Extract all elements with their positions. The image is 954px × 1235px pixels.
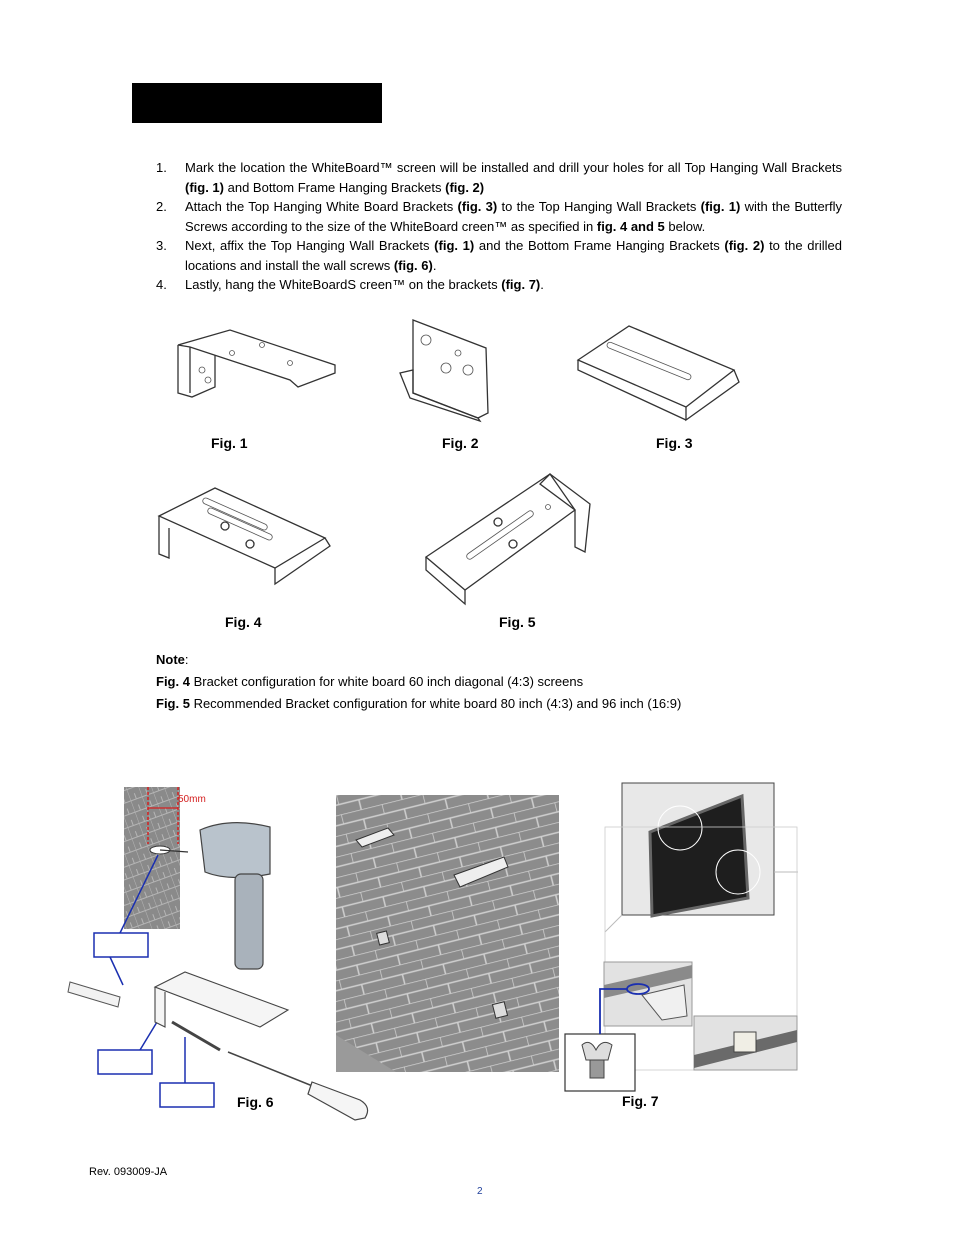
step-text-bold: fig. 4 and 5 [596, 218, 665, 234]
step-number: 2. [156, 199, 167, 214]
step-text [185, 158, 842, 197]
step-text-run: with the Butterfly Screws according to the size of the WhiteBoard creen™ as specified in [185, 199, 843, 234]
step-text-bold: (fig. 1) [700, 199, 741, 214]
step-2 [156, 197, 842, 236]
fig6-screwdriver-handle [308, 1082, 368, 1120]
fig6-callout-box-1 [94, 933, 148, 957]
note-line-1-fig: Fig. 4 [156, 674, 190, 689]
instruction-steps [156, 158, 842, 295]
fig6-wall-anchor [68, 982, 120, 1007]
step-text-bold: (fig. 1) [185, 179, 224, 195]
fig6-hammer-head [200, 823, 270, 878]
step-text-bold: (fig. 6) [393, 257, 433, 273]
step-text-run: and the Bottom Frame Hanging Brackets [474, 238, 725, 253]
step-text-run: . [432, 257, 437, 273]
fig2-frame-bracket-illustration [398, 318, 498, 423]
step-text-run: Lastly, hang the WhiteBoardS creen™ on the brackets [185, 277, 502, 292]
fig4-label: Fig. 4 [225, 614, 262, 630]
note-title: Note [156, 652, 185, 667]
step-3 [156, 236, 842, 275]
step-number: 3. [156, 238, 167, 253]
fig6-label: Fig. 6 [237, 1094, 274, 1110]
step-text-bold: (fig. 2) [724, 238, 765, 253]
step-text-run: Mark the location the WhiteBoard™ screen will be installed and drill your holes for all Top Hanging Wall Brackets [185, 160, 842, 175]
fig3-board-bracket-illustration [574, 322, 744, 422]
step-text-bold: (fig. 1) [434, 238, 475, 253]
step-number: 1. [156, 160, 167, 175]
fig6-callout-box-2 [98, 1050, 152, 1074]
fig6-dimension-label: 50mm [178, 794, 206, 805]
fig6-bracket [155, 972, 288, 1027]
fig3-label: Fig. 3 [656, 435, 693, 451]
wall-mounting-illustration [336, 795, 559, 1072]
note-heading [156, 649, 681, 671]
note-block [156, 649, 681, 715]
step-text-run: to the Top Hanging Wall Brackets [497, 199, 701, 214]
step-text-run: and Bottom Frame Hanging Brackets [224, 179, 446, 195]
step-text [185, 275, 842, 295]
fig6-callout-box-3 [160, 1083, 214, 1107]
note-line-2-fig: Fig. 5 [156, 696, 190, 711]
fig1-wall-bracket-illustration [170, 325, 345, 400]
frame-bracket-upper [377, 931, 390, 945]
step-text [185, 197, 842, 236]
note-line-2 [156, 693, 681, 715]
step-text-run: Attach the Top Hanging White Board Brackets [185, 199, 458, 214]
step-text-run: to the drilled locations and install the wall screws [185, 238, 842, 273]
step-text-bold: (fig. 7) [501, 277, 541, 292]
note-line-2-text: Recommended Bracket configuration for white board 80 inch (4:3) and 96 inch (16:9) [189, 696, 682, 711]
step-text-bold: (fig. 3) [457, 199, 498, 214]
step-number: 4. [156, 277, 167, 292]
note-line-1 [156, 671, 681, 693]
step-1 [156, 158, 842, 197]
note-colon: : [184, 652, 189, 667]
fig7-label: Fig. 7 [622, 1093, 659, 1109]
revision-footer: Rev. 093009-JA [89, 1166, 168, 1178]
fig1-label: Fig. 1 [211, 435, 248, 451]
fig5-bracket-config-illustration [420, 472, 595, 607]
fig4-bracket-config-illustration [155, 486, 335, 588]
step-text-run: below. [664, 218, 706, 234]
fig5-label: Fig. 5 [499, 614, 536, 630]
step-text-run: . [540, 277, 544, 292]
section-header-bar [132, 83, 382, 123]
step-4 [156, 275, 842, 295]
step-text [185, 236, 842, 275]
fig7-hanging-illustration [562, 780, 802, 1095]
step-text-bold: (fig. 2) [445, 179, 485, 195]
page-number: 2 [477, 1186, 483, 1197]
fig2-label: Fig. 2 [442, 435, 479, 451]
step-text-run: Next, affix the Top Hanging Wall Brackets [185, 238, 435, 253]
fig6-screwdriver-shaft [228, 1052, 315, 1087]
fig6-screw [172, 1022, 220, 1050]
fig6-hammer-handle [235, 874, 263, 969]
fig6-installation-illustration [60, 782, 380, 1127]
note-line-1-text: Bracket configuration for white board 60 inch diagonal (4:3) screens [189, 674, 584, 689]
